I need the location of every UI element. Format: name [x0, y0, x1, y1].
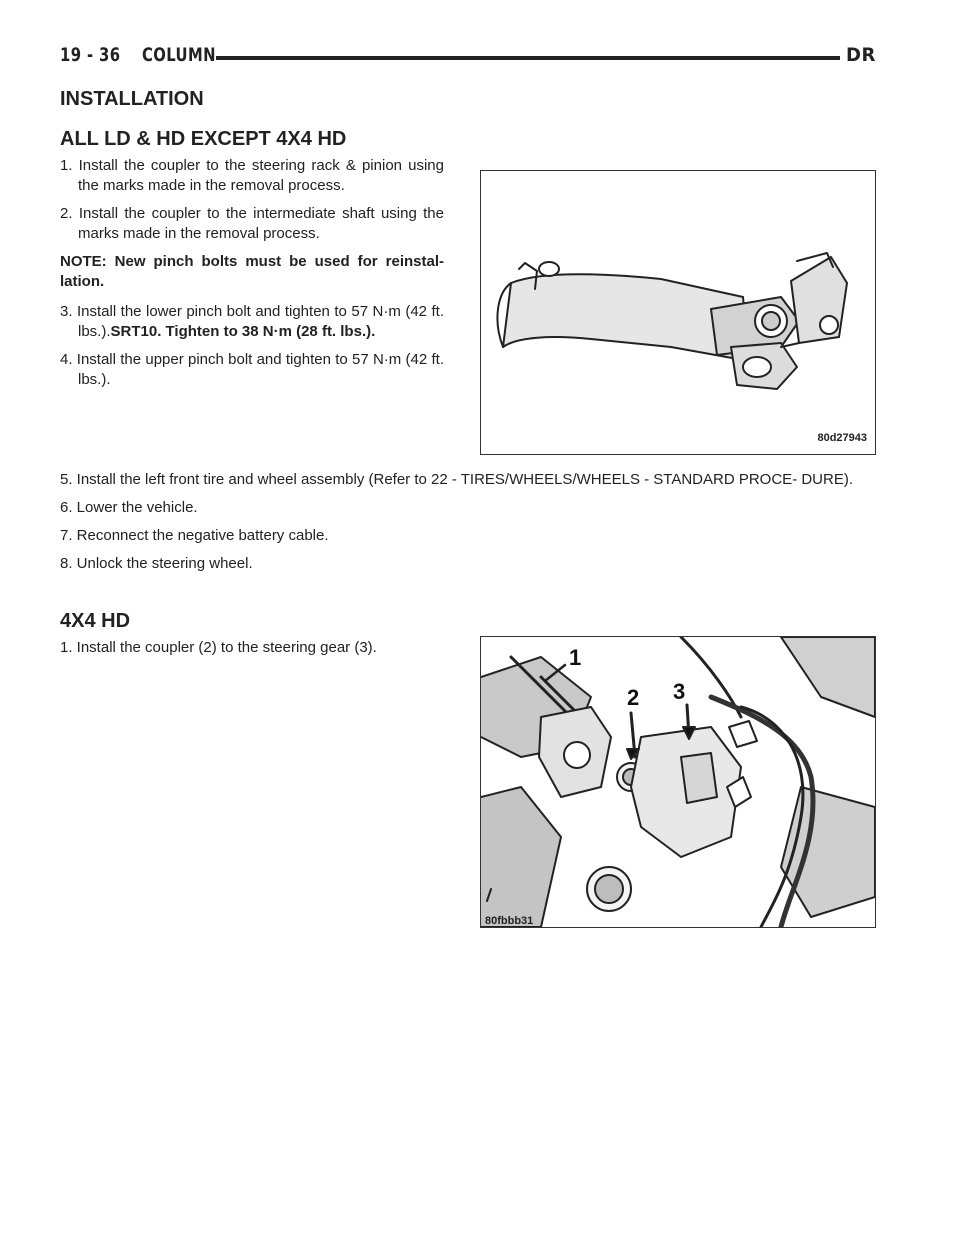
step-3: [60, 302, 444, 342]
figure-steering-gear: [480, 636, 876, 928]
step-4: 4. Install the upper pinch bolt and tighten to 57 N·m (42 ft. lbs.).: [60, 351, 444, 388]
step-7: 7. Reconnect the negative battery cable.: [60, 527, 329, 544]
figure-coupler: [480, 170, 876, 455]
section-name: COLUMN: [142, 44, 216, 66]
callout-3: 3: [673, 679, 686, 704]
pinch-bolt-note: NOTE: New pinch bolts must be used for reinstal- lation.: [60, 253, 444, 290]
step-3-text: 3. Install the lower pinch bolt and tighten to 57 N·m (42 ft. lbs.).: [60, 303, 444, 340]
page-number: 19 - 36: [60, 44, 121, 66]
subsection-heading-4x4-hd: 4X4 HD: [60, 610, 131, 632]
callout-2: 2: [627, 685, 640, 710]
page-header: [60, 44, 890, 74]
step-8: 8. Unlock the steering wheel.: [60, 555, 253, 572]
ld-hd-steps-continued: [60, 470, 880, 582]
header-rule: [216, 56, 840, 60]
step-6: 6. Lower the vehicle.: [60, 499, 198, 516]
figure-code-1: 80d27943: [817, 432, 867, 444]
vehicle-code: DR: [846, 44, 876, 66]
ld-hd-steps: [60, 156, 444, 398]
step-3-srt10: SRT10. Tighten to 38 N·m (28 ft. lbs.).: [110, 323, 376, 340]
figure-code-2: 80fbbb31: [485, 915, 534, 927]
4x4-hd-steps: [60, 638, 444, 666]
coupler-illustration: [481, 171, 875, 454]
installation-heading: INSTALLATION: [60, 88, 204, 110]
callout-1: 1: [569, 645, 582, 670]
step-5: 5. Install the left front tire and wheel assembly (Refer to 22 - TIRES/WHEELS/WHEELS - STANDARD PROCE- DURE).: [60, 471, 854, 488]
subsection-heading-ld-hd: ALL LD & HD EXCEPT 4X4 HD: [60, 128, 347, 150]
step-1: 1. Install the coupler to the steering rack & pinion using the marks made in the removal process.: [60, 157, 444, 194]
4x4-step-1: 1. Install the coupler (2) to the steering gear (3).: [60, 639, 377, 656]
step-2: 2. Install the coupler to the intermediate shaft using the marks made in the removal process.: [60, 205, 444, 242]
